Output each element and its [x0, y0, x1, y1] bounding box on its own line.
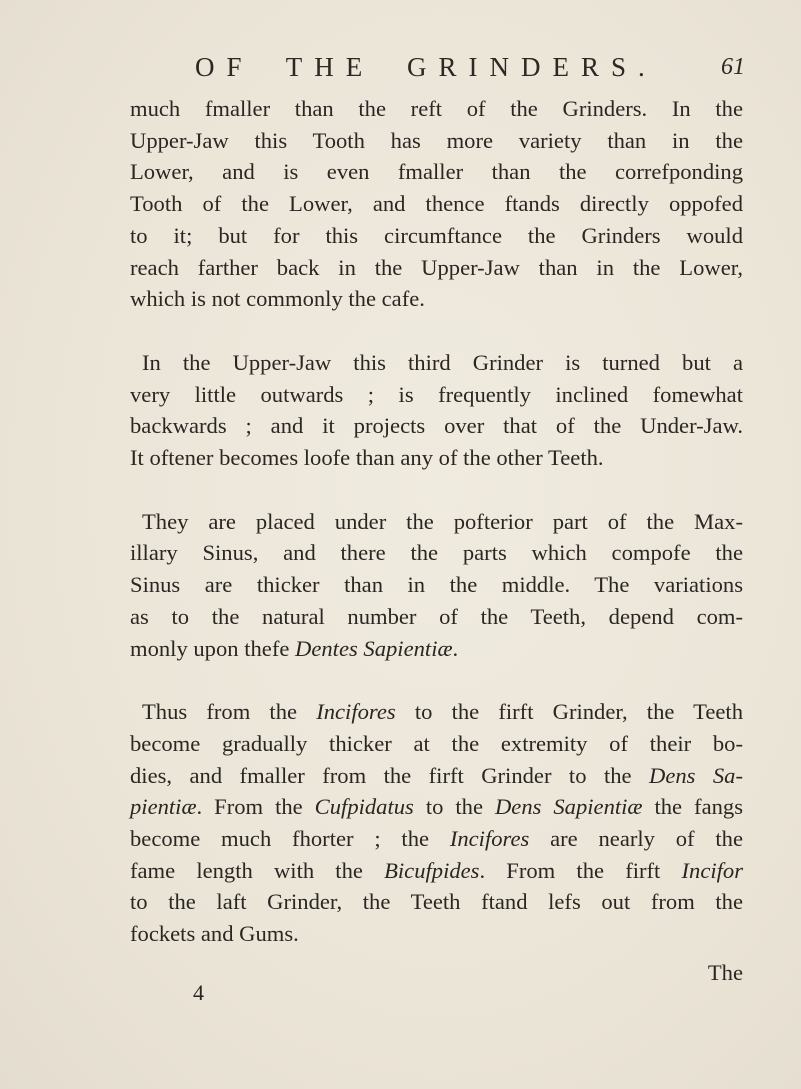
body-text: [130, 93, 743, 982]
latin-term: pientiæ: [130, 794, 197, 820]
running-head: OF THE GRINDERS.: [195, 52, 657, 82]
text-line: Lower, and is even fmaller than the correfponding: [130, 159, 743, 185]
text-line: much fmaller than the reft of the Grinders. In the: [130, 96, 743, 121]
text-line: very little outwards ; is frequently inclined fomewhat: [130, 381, 743, 407]
text-line: as to the natural number of the Teeth, depend com-: [130, 603, 743, 629]
latin-term: Bicufpides: [384, 857, 480, 883]
text-line-italic-term: Thus from the Incifores to the firft Grinder, the Teeth: [142, 699, 744, 725]
text-line: illary Sinus, and there the parts which compofe the: [130, 540, 743, 566]
paragraph: [130, 696, 743, 950]
text-line: Tooth of the Lower, and thence ftands directly oppofed: [130, 191, 743, 217]
text-line: They are placed under the pofterior part of the Max-: [142, 508, 743, 534]
text-line: to it; but for this circumftance the Grinders would: [130, 222, 743, 248]
text-line: reach farther back in the Upper-Jaw than in the Lower,: [130, 254, 743, 280]
latin-term: Dens Sa-: [649, 762, 743, 788]
signature-mark: 4: [193, 980, 204, 1005]
latin-term: Incifores: [316, 699, 396, 725]
text-line: fockets and Gums.: [130, 921, 299, 947]
page-number: 61: [721, 54, 745, 80]
text-run: monly upon thefe Dentes Sapientiæ.: [130, 635, 459, 661]
latin-term: Incifor: [681, 857, 743, 883]
text-line: In the Upper-Jaw this third Grinder is turned but a: [142, 349, 743, 375]
latin-term: Incifores: [449, 826, 530, 852]
text-line: to the laft Grinder, the Teeth ftand lefs out from the: [130, 889, 743, 915]
text-line: It oftener becomes loofe than any of the other Teeth.: [130, 445, 604, 471]
paragraph: [130, 506, 743, 665]
text-line-italic-term: pientiæ. From the Cufpidatus to the Dens Sapientiæ the fangs: [130, 794, 743, 820]
text-line: Upper-Jaw this Tooth has more variety than in the: [130, 127, 743, 153]
text-line: Sinus are thicker than in the middle. The variations: [130, 572, 743, 598]
latin-term: Dens Sapientiæ: [494, 794, 643, 820]
text-line-italic-term: dies, and fmaller from the firft Grinder to the Dens Sa-: [130, 762, 743, 788]
catchword: The: [707, 960, 743, 985]
page-header: [195, 52, 745, 92]
latin-term: Cufpidatus: [314, 794, 414, 820]
text-line-italic-term: [130, 633, 743, 665]
paragraph: [130, 93, 743, 315]
paragraph: [130, 347, 743, 474]
latin-term: Dentes Sapientiæ: [295, 635, 453, 661]
text-line: become gradually thicker at the extremity of their bo-: [130, 730, 743, 756]
text-line: backwards ; and it projects over that of the Under-Jaw.: [130, 413, 743, 439]
text-line-italic-term: fame length with the Bicufpides. From the firft Incifor: [130, 857, 743, 883]
text-line-italic-term: become much fhorter ; the Incifores are nearly of the: [130, 826, 743, 852]
page-footer: [130, 960, 743, 1020]
text-line: which is not commonly the cafe.: [130, 286, 425, 312]
